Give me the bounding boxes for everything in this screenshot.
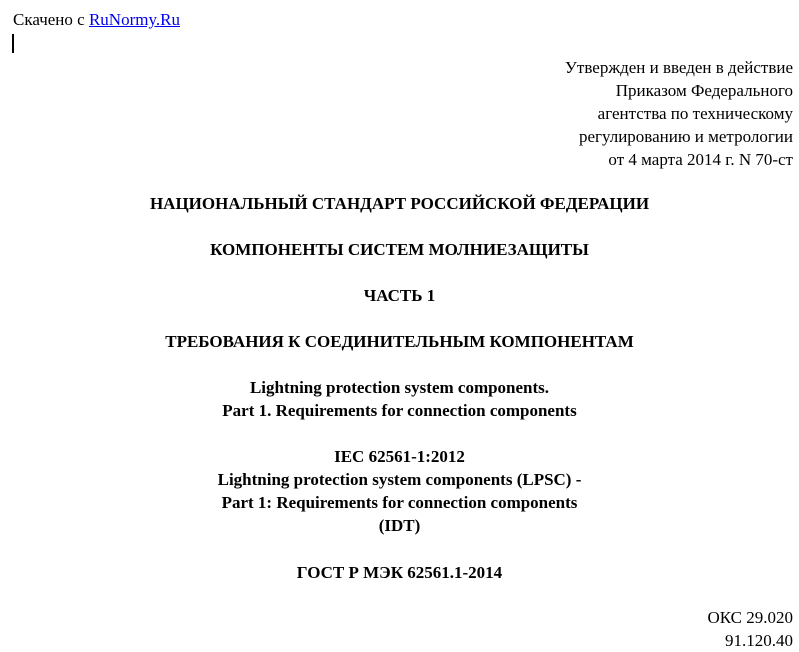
approval-line: Утвержден и введен в действие bbox=[564, 58, 793, 77]
english-title-line1: Lightning protection system components. bbox=[249, 378, 550, 397]
approval-line: от 4 марта 2014 г. N 70-ст bbox=[608, 150, 793, 169]
gost-text: ГОСТ Р МЭК 62561.1-2014 bbox=[296, 563, 503, 582]
approval-line: регулированию и метрологии bbox=[578, 127, 793, 146]
national-standard-heading bbox=[0, 192, 799, 215]
iec-code: IEC 62561-1:2012 bbox=[334, 447, 465, 466]
approval-line: Приказом Федерального bbox=[615, 81, 793, 100]
part-heading bbox=[0, 284, 799, 307]
source-prefix: Скачено с bbox=[13, 10, 89, 29]
source-line bbox=[13, 9, 180, 31]
oks-line1: ОКС 29.020 bbox=[707, 608, 793, 627]
source-link[interactable]: RuNormy.Ru bbox=[88, 10, 180, 29]
approval-block bbox=[565, 56, 793, 171]
oks-line2: 91.120.40 bbox=[725, 631, 793, 650]
components-heading bbox=[0, 238, 799, 261]
components-text: КОМПОНЕНТЫ СИСТЕМ МОЛНИЕЗАЩИТЫ bbox=[210, 240, 589, 259]
national-standard-text: НАЦИОНАЛЬНЫЙ СТАНДАРТ РОССИЙСКОЙ ФЕДЕРАЦИИ bbox=[149, 194, 650, 213]
iec-line3: (IDT) bbox=[378, 516, 421, 535]
part-text: ЧАСТЬ 1 bbox=[363, 286, 436, 305]
gost-heading bbox=[0, 561, 799, 584]
requirements-text: ТРЕБОВАНИЯ К СОЕДИНИТЕЛЬНЫМ КОМПОНЕНТАМ bbox=[165, 332, 634, 351]
requirements-heading bbox=[0, 330, 799, 353]
iec-line2: Part 1: Requirements for connection components bbox=[221, 493, 578, 512]
oks-block bbox=[707, 606, 793, 652]
english-title bbox=[0, 376, 799, 422]
english-title-line2: Part 1. Requirements for connection components bbox=[222, 401, 577, 420]
text-cursor bbox=[12, 34, 14, 53]
iec-block bbox=[0, 445, 799, 537]
iec-line1: Lightning protection system components (LPSC) - bbox=[217, 470, 582, 489]
approval-line: агентства по техническому bbox=[597, 104, 793, 123]
